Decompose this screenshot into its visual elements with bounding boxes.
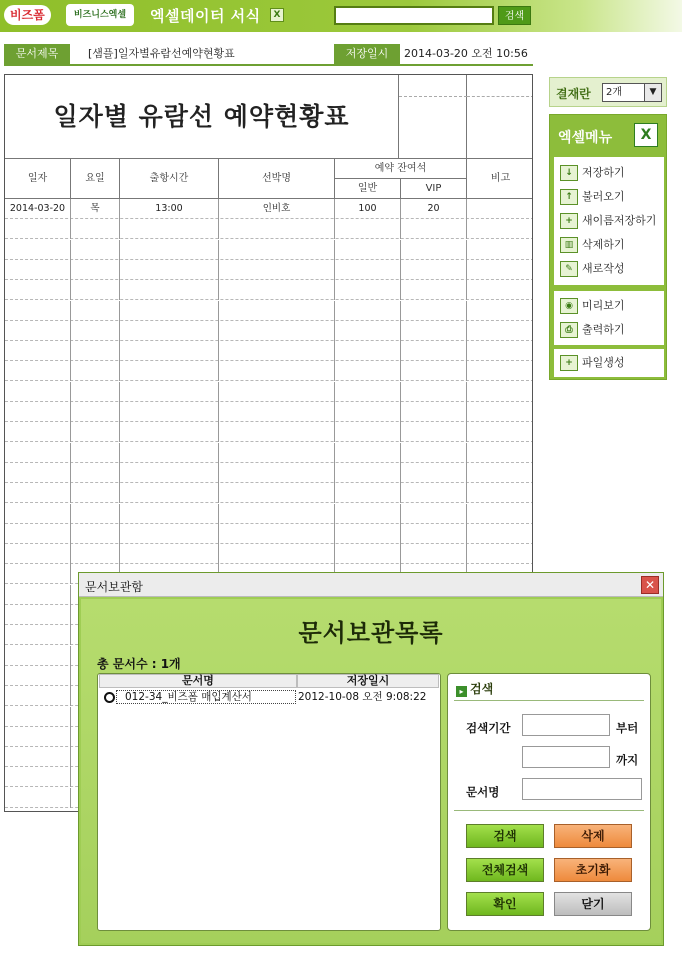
dialog-title: 문서보관함 [85, 580, 143, 594]
table-cell[interactable] [5, 646, 71, 666]
table-cell[interactable] [467, 321, 533, 341]
table-cell[interactable]: 20 [401, 199, 467, 219]
table-row [5, 504, 533, 524]
table-cell[interactable] [5, 443, 71, 463]
table-cell[interactable] [401, 382, 467, 402]
table-cell[interactable] [467, 504, 533, 524]
file-create-icon: + [560, 355, 578, 371]
doc-info-row [4, 44, 533, 66]
table-cell[interactable] [71, 544, 120, 564]
table-cell[interactable] [219, 321, 335, 341]
menu-group-create [554, 349, 664, 377]
ok-button[interactable]: 확인 [466, 892, 544, 916]
table-row [5, 260, 533, 280]
table-cell[interactable]: 인비호 [219, 199, 335, 219]
sheet-title: 일자별 유람선 예약현황표 [5, 75, 399, 159]
table-cell[interactable] [401, 504, 467, 524]
table-cell[interactable] [467, 483, 533, 503]
col-header-weekday: 요일 [71, 159, 120, 199]
table-cell[interactable] [120, 544, 219, 564]
from-suffix: 부터 [616, 721, 639, 735]
table-cell[interactable] [71, 402, 120, 422]
table-cell[interactable] [219, 219, 335, 239]
menu-item-new[interactable]: ✎ 새로작성 [560, 259, 664, 279]
table-cell[interactable] [120, 341, 219, 361]
menu-item-save[interactable]: ↓ 저장하기 [560, 163, 664, 183]
table-cell[interactable] [467, 240, 533, 260]
document-count: 총 문서수 : 1개 [97, 657, 181, 671]
table-row [5, 219, 533, 239]
table-cell[interactable] [335, 402, 401, 422]
table-cell[interactable] [467, 402, 533, 422]
table-cell[interactable] [120, 361, 219, 381]
table-cell[interactable] [120, 240, 219, 260]
table-row [5, 361, 533, 381]
dialog-heading: 문서보관목록 [298, 619, 444, 647]
business-excel-logo[interactable]: 비즈니스엑셀 [66, 4, 134, 26]
table-cell[interactable] [71, 463, 120, 483]
doc-date-label: 저장일시 [334, 44, 400, 64]
table-cell[interactable] [5, 625, 71, 645]
table-cell[interactable] [5, 483, 71, 503]
list-header-date[interactable]: 저장일시 [297, 674, 439, 688]
table-cell[interactable] [5, 504, 71, 524]
table-row [5, 301, 533, 321]
table-cell[interactable] [5, 422, 71, 442]
table-cell[interactable] [71, 361, 120, 381]
table-cell[interactable] [5, 788, 71, 808]
table-cell[interactable] [120, 402, 219, 422]
table-row [5, 199, 533, 219]
excel-icon: X [270, 8, 284, 22]
table-cell[interactable] [5, 585, 71, 605]
top-header [0, 0, 682, 32]
menu-item-preview[interactable]: ◉ 미리보기 [560, 296, 664, 316]
table-row [5, 483, 533, 503]
table-cell[interactable] [335, 443, 401, 463]
search-period-label: 검색기간 [466, 721, 511, 735]
table-cell[interactable] [467, 524, 533, 544]
col-header-general: 일반 [335, 179, 401, 199]
table-cell[interactable] [401, 240, 467, 260]
table-cell[interactable] [219, 341, 335, 361]
divider [454, 810, 644, 811]
table-cell[interactable] [71, 504, 120, 524]
approval-select[interactable] [602, 83, 662, 102]
table-cell[interactable] [335, 483, 401, 503]
table-cell[interactable] [335, 361, 401, 381]
table-cell[interactable] [71, 341, 120, 361]
table-cell[interactable] [335, 524, 401, 544]
top-search-input[interactable] [334, 6, 494, 25]
list-item[interactable] [100, 690, 438, 704]
table-cell[interactable] [5, 605, 71, 625]
table-row [5, 382, 533, 402]
table-cell[interactable] [120, 301, 219, 321]
menu-group-print [554, 291, 664, 345]
table-row [5, 422, 533, 442]
table-cell[interactable] [120, 463, 219, 483]
search-panel [447, 673, 651, 931]
table-cell[interactable] [335, 240, 401, 260]
table-cell[interactable] [71, 219, 120, 239]
close-icon[interactable]: ✕ [641, 576, 659, 594]
table-cell[interactable] [71, 280, 120, 300]
document-storage-dialog [78, 572, 664, 946]
table-cell[interactable] [120, 443, 219, 463]
table-cell[interactable] [219, 301, 335, 321]
table-cell[interactable] [5, 321, 71, 341]
table-cell[interactable] [335, 463, 401, 483]
table-cell[interactable] [71, 524, 120, 544]
table-cell[interactable]: 13:00 [120, 199, 219, 219]
table-cell[interactable] [5, 666, 71, 686]
table-row [5, 402, 533, 422]
dropdown-arrow-icon[interactable]: ▼ [644, 84, 661, 101]
search-button[interactable]: 검색 [466, 824, 544, 848]
approval-label: 결재란 [556, 87, 591, 101]
table-cell[interactable] [467, 443, 533, 463]
menu-item-save-as[interactable]: + 새이름저장하기 [560, 211, 664, 231]
table-row [5, 443, 533, 463]
table-cell[interactable] [335, 260, 401, 280]
col-header-date: 일자 [5, 159, 71, 199]
menu-group-file [554, 157, 664, 285]
approval-select-value: 2개 [606, 87, 623, 98]
table-cell[interactable] [5, 686, 71, 706]
table-row [5, 544, 533, 564]
table-cell[interactable] [467, 463, 533, 483]
table-cell[interactable] [120, 382, 219, 402]
reset-button[interactable]: 초기화 [554, 858, 632, 882]
save-icon: ↓ [560, 165, 578, 181]
table-cell[interactable] [401, 463, 467, 483]
table-cell[interactable] [5, 524, 71, 544]
new-doc-icon: ✎ [560, 261, 578, 277]
col-header-departure: 출항시간 [120, 159, 219, 199]
table-cell[interactable] [71, 422, 120, 442]
table-cell[interactable] [5, 301, 71, 321]
excel-menu [549, 114, 667, 380]
table-cell[interactable] [5, 361, 71, 381]
col-header-note: 비고 [467, 159, 533, 199]
top-search-button[interactable]: 검색 [498, 6, 531, 25]
table-cell[interactable] [219, 443, 335, 463]
table-cell[interactable]: 2014-03-20 [5, 199, 71, 219]
table-cell[interactable] [401, 544, 467, 564]
print-icon: ⎙ [560, 322, 578, 338]
table-cell[interactable] [401, 280, 467, 300]
table-cell[interactable] [5, 260, 71, 280]
table-cell[interactable] [5, 544, 71, 564]
table-cell[interactable] [401, 422, 467, 442]
excel-menu-title: 엑셀메뉴 [558, 130, 613, 146]
table-cell[interactable] [5, 402, 71, 422]
excel-icon: X [634, 123, 658, 147]
close-button[interactable]: 닫기 [554, 892, 632, 916]
approval-selector [549, 77, 667, 107]
table-cell[interactable] [219, 361, 335, 381]
table-cell[interactable] [219, 524, 335, 544]
table-cell[interactable] [401, 443, 467, 463]
search-panel-title: ▸ 검색 [456, 680, 493, 697]
document-list [97, 673, 441, 931]
table-cell[interactable] [71, 321, 120, 341]
table-cell[interactable] [120, 504, 219, 524]
table-cell[interactable] [467, 361, 533, 381]
table-cell[interactable] [5, 280, 71, 300]
col-header-ship: 선박명 [219, 159, 335, 199]
radio-button[interactable] [104, 692, 115, 703]
table-cell[interactable] [5, 240, 71, 260]
table-cell[interactable] [467, 301, 533, 321]
table-cell[interactable] [401, 321, 467, 341]
date-to-input[interactable] [522, 746, 610, 768]
list-header-name[interactable]: 문서명 [99, 674, 297, 688]
col-header-vip: VIP [401, 179, 467, 199]
doc-name-input[interactable] [522, 778, 642, 800]
table-cell[interactable]: 100 [335, 199, 401, 219]
trash-icon: ▥ [560, 237, 578, 253]
doc-name-label: 문서명 [466, 785, 500, 799]
table-cell[interactable] [219, 422, 335, 442]
menu-item-file-create[interactable]: + 파일생성 [560, 353, 664, 373]
table-cell[interactable] [219, 240, 335, 260]
table-cell[interactable] [401, 219, 467, 239]
table-cell[interactable] [401, 524, 467, 544]
table-cell[interactable] [219, 260, 335, 280]
table-cell[interactable] [335, 422, 401, 442]
table-cell[interactable] [401, 301, 467, 321]
table-cell[interactable] [219, 504, 335, 524]
bizform-logo[interactable]: 비즈폼 [4, 5, 51, 25]
table-cell[interactable] [5, 727, 71, 747]
menu-item-load[interactable]: ↑ 불러오기 [560, 187, 664, 207]
table-cell[interactable] [5, 707, 71, 727]
excel-menu-header [550, 115, 668, 155]
save-as-icon: + [560, 213, 578, 229]
table-cell[interactable] [335, 504, 401, 524]
table-cell[interactable] [335, 382, 401, 402]
list-item-name: 012-34_비즈폼 매입계산서 [116, 690, 296, 704]
table-row [5, 341, 533, 361]
table-cell[interactable] [467, 199, 533, 219]
table-cell[interactable] [5, 382, 71, 402]
to-suffix: 까지 [616, 753, 639, 767]
preview-icon: ◉ [560, 298, 578, 314]
table-cell[interactable] [335, 341, 401, 361]
dialog-titlebar[interactable] [79, 573, 663, 597]
table-cell[interactable] [219, 544, 335, 564]
table-cell[interactable] [5, 341, 71, 361]
table-cell[interactable] [219, 483, 335, 503]
table-cell[interactable] [5, 564, 71, 584]
table-cell[interactable] [335, 301, 401, 321]
table-cell[interactable] [467, 260, 533, 280]
app-title: 엑셀데이터 서식 [150, 7, 261, 25]
table-row [5, 524, 533, 544]
doc-title-value: [샘플]일자별유람선예약현황표 [88, 47, 235, 60]
approval-cell-1[interactable] [399, 75, 467, 159]
table-row [5, 321, 533, 341]
table-cell[interactable] [5, 219, 71, 239]
table-cell[interactable] [467, 341, 533, 361]
load-icon: ↑ [560, 189, 578, 205]
table-cell[interactable] [120, 422, 219, 442]
table-cell[interactable] [219, 463, 335, 483]
table-cell[interactable] [5, 767, 71, 787]
table-row [5, 280, 533, 300]
table-row [5, 463, 533, 483]
search-all-button[interactable]: 전체검색 [466, 858, 544, 882]
menu-item-delete[interactable]: ▥ 삭제하기 [560, 235, 664, 255]
doc-title-label: 문서제목 [4, 44, 70, 64]
delete-button[interactable]: 삭제 [554, 824, 632, 848]
table-cell[interactable] [467, 382, 533, 402]
table-cell[interactable] [71, 260, 120, 280]
approval-cell-2[interactable] [467, 75, 533, 159]
col-header-remaining-seats: 예약 잔여석 [335, 159, 467, 179]
table-cell[interactable] [335, 544, 401, 564]
table-cell[interactable] [5, 463, 71, 483]
list-item-date: 2012-10-08 오전 9:08:22 [298, 691, 427, 703]
table-cell[interactable] [401, 361, 467, 381]
table-cell[interactable] [401, 341, 467, 361]
table-cell[interactable] [71, 483, 120, 503]
table-cell[interactable] [120, 321, 219, 341]
table-cell[interactable] [71, 301, 120, 321]
table-cell[interactable] [467, 219, 533, 239]
table-cell[interactable] [120, 483, 219, 503]
table-cell[interactable] [335, 219, 401, 239]
table-cell[interactable] [120, 524, 219, 544]
menu-item-print[interactable]: ⎙ 출력하기 [560, 320, 664, 340]
date-from-input[interactable] [522, 714, 610, 736]
table-cell[interactable] [335, 280, 401, 300]
table-cell[interactable]: 목 [71, 199, 120, 219]
table-cell[interactable] [120, 219, 219, 239]
table-cell[interactable] [71, 382, 120, 402]
table-cell[interactable] [219, 280, 335, 300]
dialog-body [81, 599, 661, 943]
table-cell[interactable] [71, 443, 120, 463]
table-cell[interactable] [120, 260, 219, 280]
table-cell[interactable] [219, 402, 335, 422]
divider [454, 700, 644, 701]
table-cell[interactable] [467, 544, 533, 564]
table-cell[interactable] [467, 422, 533, 442]
table-cell[interactable] [120, 280, 219, 300]
table-cell[interactable] [219, 382, 335, 402]
table-cell[interactable] [467, 280, 533, 300]
table-cell[interactable] [71, 240, 120, 260]
table-cell[interactable] [401, 402, 467, 422]
table-cell[interactable] [5, 747, 71, 767]
table-cell[interactable] [401, 260, 467, 280]
folder-icon: ▸ [456, 686, 467, 697]
table-cell[interactable] [401, 483, 467, 503]
table-cell[interactable] [335, 321, 401, 341]
table-row [5, 240, 533, 260]
doc-date-value: 2014-03-20 오전 10:56 [404, 47, 528, 60]
